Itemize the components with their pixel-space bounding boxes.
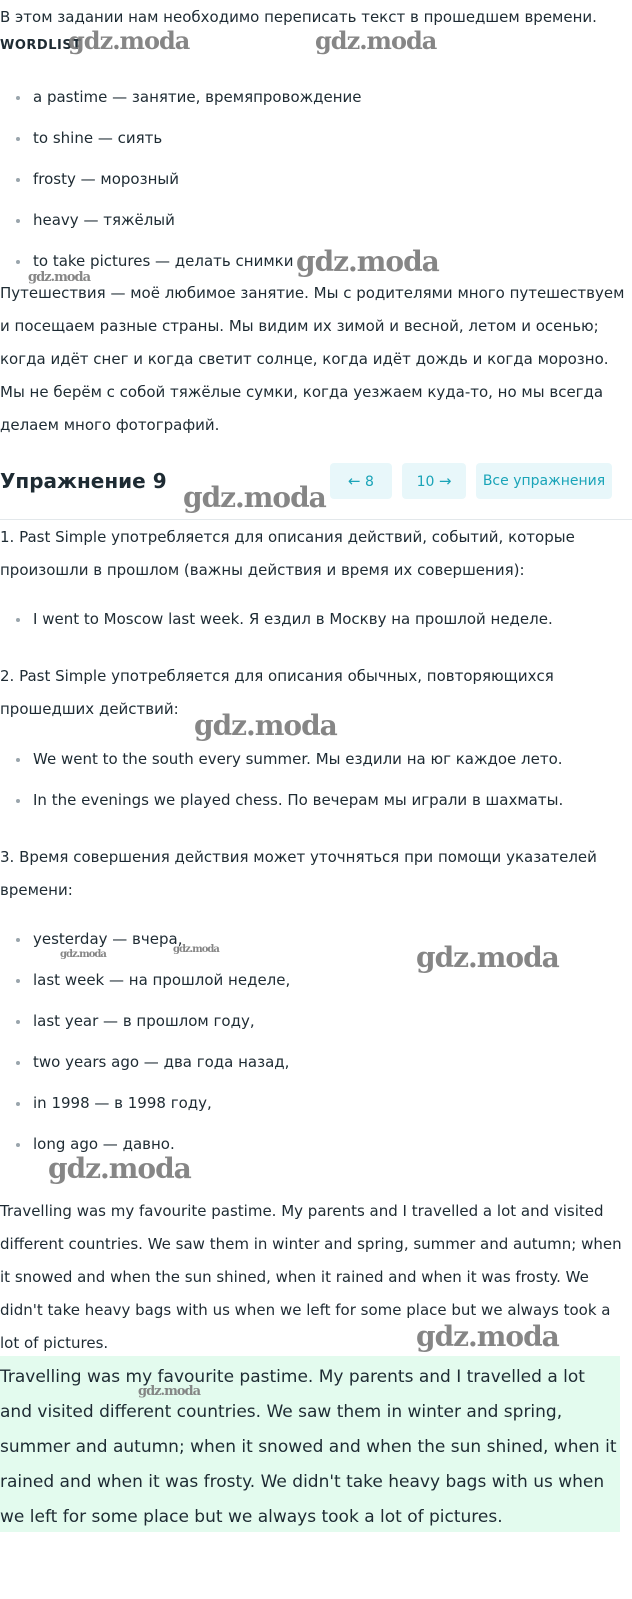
all-exercises-button[interactable]: Все упражнения (476, 463, 612, 499)
list-item: to shine — сиять (0, 123, 362, 164)
wordlist-title: WORDLIST (0, 38, 82, 53)
watermark: gdz.moda (416, 941, 559, 974)
watermark: gdz.moda (68, 26, 190, 55)
watermark: gdz.moda (60, 949, 106, 960)
watermark: gdz.moda (183, 481, 326, 514)
next-exercise-button[interactable] (402, 463, 466, 499)
answer-highlight-text: Travelling was my favourite pastime. My parents and I travelled a lot and visited different countries. We saw them in winter and spring, summer and autumn; when it snowed and when the sun shined, when it rained and when it was frosty. We didn't take heavy bags with us when we left for some place but we always took a lot of pictures. (0, 1367, 617, 1527)
list-item: yesterday — вчера, (0, 924, 290, 965)
watermark: gdz.moda (173, 944, 219, 955)
list-item: long ago — давно. (0, 1129, 290, 1170)
watermark: gdz.moda (416, 1320, 559, 1353)
list-item: frosty — морозный (0, 164, 362, 205)
rule-2: 2. Past Simple употребляется для описания обычных, повторяющихся прошедших действий: (0, 667, 554, 718)
list-item: a pastime — занятие, времяпровождение (0, 82, 362, 123)
list-item: We went to the south every summer. Мы ездили на юг каждое лето. (0, 744, 563, 785)
rule-1-examples (0, 604, 553, 645)
watermark: gdz.moda (138, 1384, 201, 1399)
watermark: gdz.moda (296, 245, 439, 278)
list-item: last year — в прошлом году, (0, 1006, 290, 1047)
answer-text: Travelling was my favourite pastime. My parents and I travelled a lot and visited different countries. We saw them in winter and spring, summer and autumn; when it snowed and when the sun shined, when it rained and when it was frosty. We didn't take heavy bags with us when we left for some place but we always took a lot of pictures. (0, 1202, 622, 1352)
list-item: I went to Moscow last week. Я ездил в Москву на прошлой неделе. (0, 604, 553, 645)
answer-highlight-box (0, 1356, 620, 1532)
watermark: gdz.moda (48, 1152, 191, 1185)
list-item: last week — на прошлой неделе, (0, 965, 290, 1006)
intro-text: В этом задании нам необходимо переписать текст в прошедшем времени. (0, 8, 597, 26)
list-item: two years ago — два года назад, (0, 1047, 290, 1088)
russian-text: Путешествия — моё любимое занятие. Мы с родителями много путешествуем и посещаем разные страны. Мы видим их зимой и весной, летом и осенью; когда идёт снег и когда светит солнце, когда идёт дождь и когда морозно. Мы не берём с собой тяжёлые сумки, когда уезжаем куда-то, но мы всегда делаем много фотографий. (0, 284, 625, 434)
arrow-left-icon: ← (348, 472, 361, 490)
exercise-title: Упражнение 9 (0, 469, 167, 493)
rule-1: 1. Past Simple употребляется для описания действий, событий, которые произошли в прошлом (важны действия и время их совершения): (0, 528, 575, 579)
prev-exercise-button[interactable] (330, 463, 392, 499)
list-item: heavy — тяжёлый (0, 205, 362, 246)
rule-3: 3. Время совершения действия может уточняться при помощи указателей времени: (0, 848, 597, 899)
list-item: in 1998 — в 1998 году, (0, 1088, 290, 1129)
watermark: gdz.moda (315, 26, 437, 55)
arrow-right-icon: → (438, 472, 452, 490)
rule-3-examples (0, 924, 290, 1170)
list-item: In the evenings we played chess. По вечерам мы играли в шахматы. (0, 785, 563, 826)
prev-exercise-label: 8 (365, 474, 374, 490)
next-exercise-label: 10 (416, 474, 435, 490)
rule-2-examples (0, 744, 563, 826)
list-item: to take pictures — делать снимки (0, 246, 362, 287)
watermark: gdz.moda (28, 270, 91, 285)
watermark: gdz.moda (194, 709, 337, 742)
